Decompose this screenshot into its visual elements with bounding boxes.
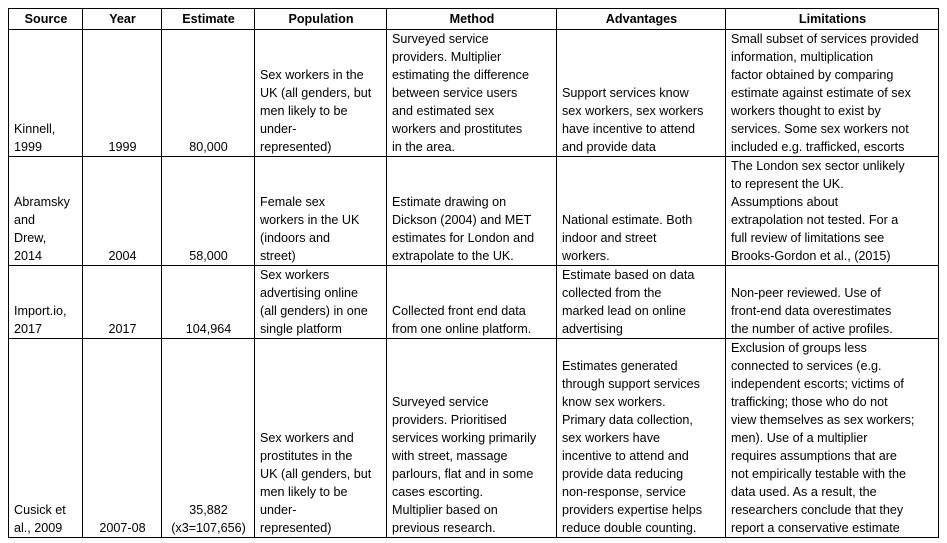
cell-method xyxy=(387,30,557,157)
cell-method xyxy=(387,157,557,266)
population-text-line: Female sex xyxy=(260,195,326,209)
method-text-line: with street, massage xyxy=(392,449,508,463)
limitations-text-line: The London sex sector unlikely xyxy=(731,159,905,173)
cell-estimate xyxy=(162,339,255,538)
limitations-text-line: information, multiplication xyxy=(731,50,874,64)
population-text-line: prostitutes in the xyxy=(260,449,353,463)
source-text-line: Import.io, xyxy=(14,304,67,318)
table-row xyxy=(9,157,939,266)
limitations-text-line: full review of limitations see xyxy=(731,231,885,245)
population-text-line: workers in the UK xyxy=(260,213,360,227)
source-text-line: 2014 xyxy=(14,249,43,263)
population-text-line: UK (all genders, but xyxy=(260,86,372,100)
method-text-line: cases escorting. xyxy=(392,485,483,499)
cell-method xyxy=(387,266,557,339)
source-text-line: Abramsky xyxy=(14,195,70,209)
method-text-line: in the area. xyxy=(392,140,456,154)
advantages-text-line: know sex workers. xyxy=(562,395,666,409)
estimates-table xyxy=(8,8,939,538)
limitations-text-line: front-end data overestimates xyxy=(731,304,892,318)
estimate-text-line: 58,000 xyxy=(189,249,228,263)
cell-year xyxy=(83,266,162,339)
cell-population xyxy=(255,266,387,339)
limitations-text-line: researchers conclude that they xyxy=(731,503,904,517)
limitations-text-line: men). Use of a multiplier xyxy=(731,431,868,445)
method-text-line: estimates for London and xyxy=(392,231,535,245)
cell-population xyxy=(255,339,387,538)
method-text-line: Surveyed service xyxy=(392,395,489,409)
source-text-line: al., 2009 xyxy=(14,521,63,535)
cell-source xyxy=(9,266,83,339)
population-text-line: advertising online xyxy=(260,286,359,300)
cell-advantages xyxy=(557,30,726,157)
advantages-text-line: reduce double counting. xyxy=(562,521,697,535)
population-text-line: Sex workers in the xyxy=(260,68,364,82)
estimate-text-line: (x3=107,656) xyxy=(171,521,246,535)
limitations-text-line: trafficking; those who do not xyxy=(731,395,888,409)
source-text-line: Kinnell, xyxy=(14,122,56,136)
cell-limitations xyxy=(726,266,939,339)
population-text-line: (all genders) in one xyxy=(260,304,368,318)
limitations-text-line: report a conservative estimate xyxy=(731,521,900,535)
population-text-line: Sex workers xyxy=(260,268,330,282)
cell-advantages xyxy=(557,266,726,339)
limitations-text-line: connected to services (e.g. xyxy=(731,359,882,373)
limitations-text-line: data used. As a result, the xyxy=(731,485,877,499)
source-text-line: Cusick et xyxy=(14,503,66,517)
method-text-line: from one online platform. xyxy=(392,322,532,336)
source-text-line: 1999 xyxy=(14,140,43,154)
limitations-text-line: independent escorts; victims of xyxy=(731,377,904,391)
limitations-text-line: to represent the UK. xyxy=(731,177,844,191)
limitations-text-line: Exclusion of groups less xyxy=(731,341,867,355)
advantages-text-line: have incentive to attend xyxy=(562,122,696,136)
cell-year xyxy=(83,339,162,538)
advantages-text-line: advertising xyxy=(562,322,623,336)
estimate-text-line: 35,882 xyxy=(189,503,228,517)
cell-estimate xyxy=(162,266,255,339)
advantages-text-line: National estimate. Both xyxy=(562,213,693,227)
limitations-text-line: extrapolation not tested. For a xyxy=(731,213,899,227)
population-text-line: Sex workers and xyxy=(260,431,354,445)
cell-estimate xyxy=(162,30,255,157)
year-text-line: 2017 xyxy=(108,322,137,336)
method-text-line: Dickson (2004) and MET xyxy=(392,213,532,227)
cell-source xyxy=(9,339,83,538)
advantages-text-line: Support services know xyxy=(562,86,689,100)
method-text-line: providers. Multiplier xyxy=(392,50,502,64)
method-text-line: Estimate drawing on xyxy=(392,195,507,209)
population-text-line: UK (all genders, but xyxy=(260,467,372,481)
advantages-text-line: Estimate based on data xyxy=(562,268,695,282)
population-text-line: represented) xyxy=(260,521,332,535)
method-text-line: services working primarily xyxy=(392,431,537,445)
cell-advantages xyxy=(557,339,726,538)
column-header-method: Method xyxy=(387,9,557,30)
cell-limitations xyxy=(726,157,939,266)
cell-limitations xyxy=(726,339,939,538)
column-header-advantages: Advantages xyxy=(557,9,726,30)
table-row xyxy=(9,266,939,339)
limitations-text-line: the number of active profiles. xyxy=(731,322,893,336)
method-text-line: extrapolate to the UK. xyxy=(392,249,514,263)
column-header-limitations: Limitations xyxy=(726,9,939,30)
advantages-text-line: non-response, service xyxy=(562,485,686,499)
advantages-text-line: Primary data collection, xyxy=(562,413,693,427)
column-header-year: Year xyxy=(83,9,162,30)
method-text-line: between service users xyxy=(392,86,518,100)
cell-population xyxy=(255,157,387,266)
method-text-line: previous research. xyxy=(392,521,496,535)
population-text-line: single platform xyxy=(260,322,342,336)
cell-method xyxy=(387,339,557,538)
method-text-line: providers. Prioritised xyxy=(392,413,507,427)
advantages-text-line: marked lead on online xyxy=(562,304,686,318)
method-text-line: Surveyed service xyxy=(392,32,489,46)
limitations-text-line: view themselves as sex workers; xyxy=(731,413,915,427)
column-header-estimate: Estimate xyxy=(162,9,255,30)
advantages-text-line: and provide data xyxy=(562,140,656,154)
population-text-line: street) xyxy=(260,249,296,263)
limitations-text-line: estimate against estimate of sex xyxy=(731,86,911,100)
limitations-text-line: Brooks-Gordon et al., (2015) xyxy=(731,249,891,263)
header-row xyxy=(9,9,939,30)
method-text-line: Collected front end data xyxy=(392,304,526,318)
estimate-text-line: 80,000 xyxy=(189,140,228,154)
year-text-line: 2007-08 xyxy=(99,521,146,535)
advantages-text-line: sex workers, sex workers xyxy=(562,104,704,118)
limitations-text-line: services. Some sex workers not xyxy=(731,122,909,136)
cell-source xyxy=(9,157,83,266)
population-text-line: men likely to be xyxy=(260,485,348,499)
year-text-line: 2004 xyxy=(108,249,137,263)
advantages-text-line: collected from the xyxy=(562,286,662,300)
table-row xyxy=(9,339,939,538)
method-text-line: parlours, flat and in some xyxy=(392,467,534,481)
advantages-text-line: indoor and street xyxy=(562,231,657,245)
method-text-line: workers and prostitutes xyxy=(392,122,523,136)
advantages-text-line: provide data reducing xyxy=(562,467,684,481)
limitations-text-line: Assumptions about xyxy=(731,195,839,209)
advantages-text-line: incentive to attend and xyxy=(562,449,689,463)
population-text-line: represented) xyxy=(260,140,332,154)
advantages-text-line: workers. xyxy=(562,249,610,263)
source-text-line: 2017 xyxy=(14,322,43,336)
advantages-text-line: through support services xyxy=(562,377,700,391)
table-row xyxy=(9,30,939,157)
limitations-text-line: not empirically testable with the xyxy=(731,467,906,481)
cell-year xyxy=(83,157,162,266)
advantages-text-line: sex workers have xyxy=(562,431,660,445)
cell-year xyxy=(83,30,162,157)
population-text-line: (indoors and xyxy=(260,231,331,245)
method-text-line: Multiplier based on xyxy=(392,503,498,517)
limitations-text-line: workers thought to exist by xyxy=(731,104,881,118)
advantages-text-line: providers expertise helps xyxy=(562,503,703,517)
limitations-text-line: Small subset of services provided xyxy=(731,32,919,46)
column-header-source: Source xyxy=(9,9,83,30)
population-text-line: under- xyxy=(260,503,297,517)
limitations-text-line: Non-peer reviewed. Use of xyxy=(731,286,881,300)
limitations-text-line: included e.g. trafficked, escorts xyxy=(731,140,905,154)
limitations-text-line: requires assumptions that are xyxy=(731,449,897,463)
estimate-text-line: 104,964 xyxy=(185,322,232,336)
cell-population xyxy=(255,30,387,157)
limitations-text-line: factor obtained by comparing xyxy=(731,68,894,82)
source-text-line: Drew, xyxy=(14,231,47,245)
cell-source xyxy=(9,30,83,157)
method-text-line: estimating the difference xyxy=(392,68,529,82)
cell-limitations xyxy=(726,30,939,157)
population-text-line: under- xyxy=(260,122,297,136)
population-text-line: men likely to be xyxy=(260,104,348,118)
method-text-line: and estimated sex xyxy=(392,104,495,118)
advantages-text-line: Estimates generated xyxy=(562,359,678,373)
column-header-population: Population xyxy=(255,9,387,30)
source-text-line: and xyxy=(14,213,36,227)
cell-advantages xyxy=(557,157,726,266)
cell-estimate xyxy=(162,157,255,266)
year-text-line: 1999 xyxy=(108,140,137,154)
